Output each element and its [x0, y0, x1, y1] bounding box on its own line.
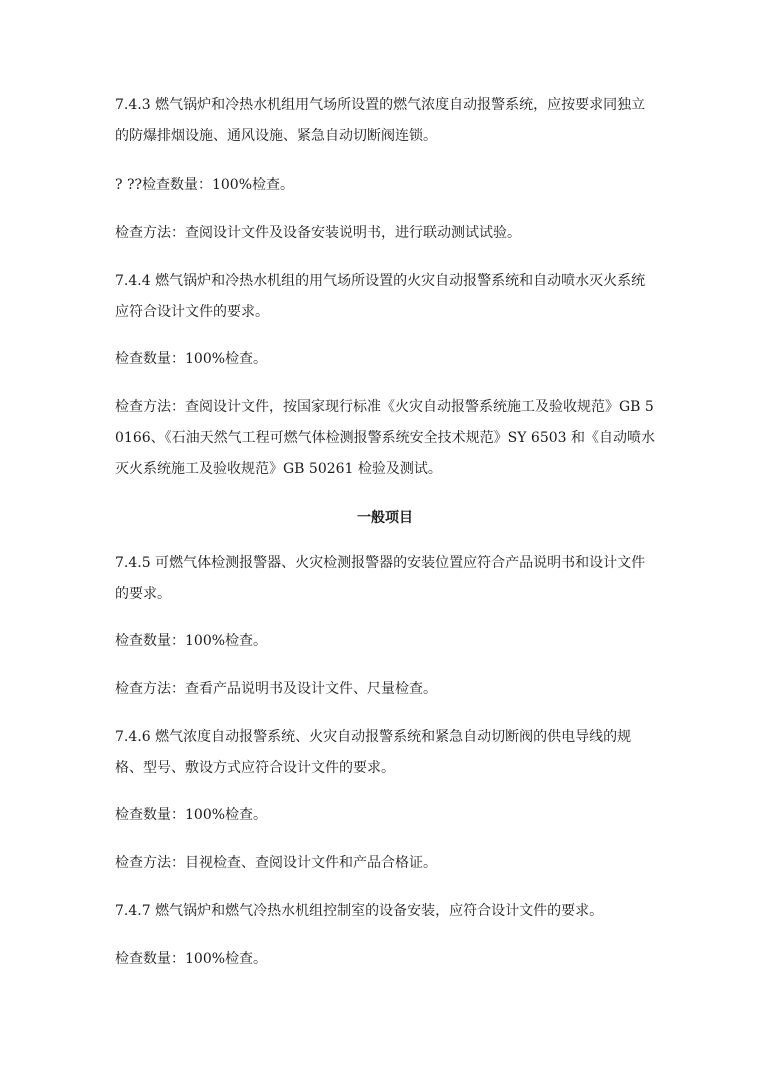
- clause-7-4-5-method: 检查方法：查看产品说明书及设计文件、尺量检查。: [115, 681, 437, 697]
- section-heading: 一般项目: [357, 510, 413, 526]
- clause-7-4-4-method: 检查方法：查阅设计文件，按国家现行标准《火灾自动报警系统施工及验收规范》GB 50166、《石油天然气工程可燃气体检测报警系统安全技术规范》SY 6503 和《自动喷水灭火系统施工及验收规范》GB 50261 检验及测试。: [115, 399, 655, 477]
- clause-7-4-7-quantity: 检查数量：100%检查。: [115, 951, 268, 967]
- clause-7-4-3-method: 检查方法：查阅设计文件及设备安装说明书，进行联动测试试验。: [115, 225, 521, 241]
- clause-7-4-5-quantity: 检查数量：100%检查。: [115, 633, 268, 649]
- clause-7-4-6: 7.4.6 燃气浓度自动报警系统、火灾自动报警系统和紧急自动切断阀的供电导线的规格、型号、敷设方式应符合设计文件的要求。: [115, 729, 632, 776]
- clause-7-4-5: 7.4.5 可燃气体检测报警器、火灾检测报警器的安装位置应符合产品说明书和设计文件的要求。: [115, 555, 646, 602]
- clause-7-4-6-quantity: 检查数量：100%检查。: [115, 807, 268, 823]
- clause-7-4-3-quantity: ? ??检查数量：100%检查。: [115, 177, 294, 193]
- clause-7-4-4-quantity: 检查数量：100%检查。: [115, 351, 268, 367]
- clause-7-4-6-method: 检查方法：目视检查、查阅设计文件和产品合格证。: [115, 855, 437, 871]
- clause-7-4-4: 7.4.4 燃气锅炉和冷热水机组的用气场所设置的火灾自动报警系统和自动喷水灭火系统应符合设计文件的要求。: [115, 273, 646, 320]
- clause-7-4-7: 7.4.7 燃气锅炉和燃气冷热水机组控制室的设备安装，应符合设计文件的要求。: [115, 903, 604, 919]
- clause-7-4-3: 7.4.3 燃气锅炉和冷热水机组用气场所设置的燃气浓度自动报警系统，应按要求同独立的防爆排烟设施、通风设施、紧急自动切断阀连锁。: [115, 97, 646, 144]
